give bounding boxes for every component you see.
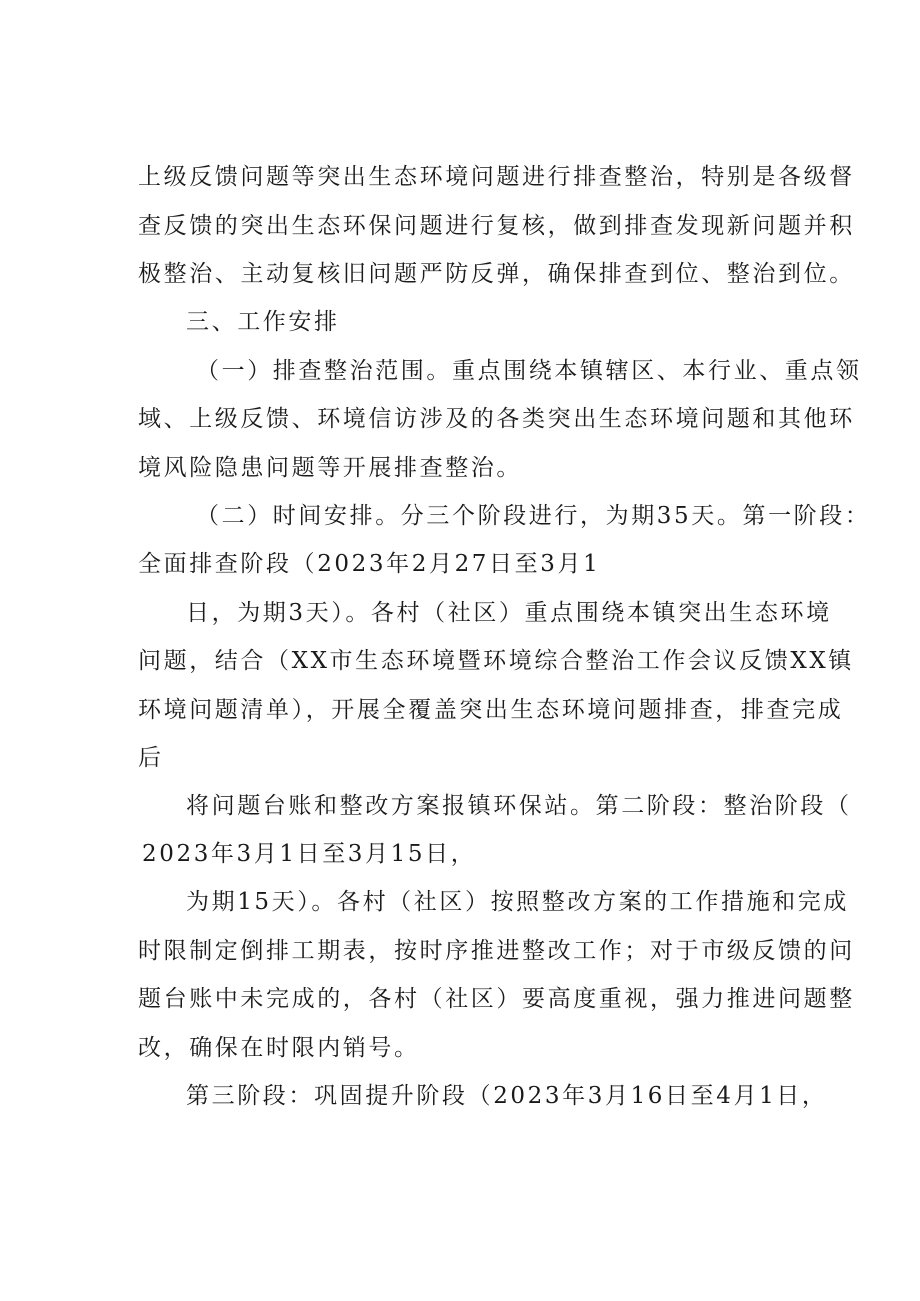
- text-line-15: 2023年3月1日至3月15日，: [142, 841, 477, 867]
- text-line-13: 后: [138, 745, 164, 771]
- text-line-11: 问题，结合（XX市生态环境暨环境综合整治工作会议反馈XX镇: [138, 648, 854, 674]
- text-line-5: （一）排查整治范围。重点围绕本镇辖区、本行业、重点领: [196, 358, 862, 384]
- text-line-20: 第三阶段：巩固提升阶段（2023年3月16日至4月1日，: [186, 1083, 828, 1109]
- text-line-18: 题台账中未完成的，各村（社区）要高度重视，强力推进问题整: [138, 986, 855, 1012]
- text-line-9: 全面排查阶段（2023年2月27日至3月1: [138, 551, 601, 577]
- text-line-14: 将问题台账和整改方案报镇环保站。第二阶段：整治阶段（: [186, 793, 852, 819]
- text-line-12: 环境问题清单），开展全覆盖突出生态环境问题排查，排查完成: [138, 697, 844, 723]
- text-line-2: 查反馈的突出生态环保问题进行复核，做到排查发现新问题并积: [138, 213, 855, 239]
- text-line-7: 境风险隐患问题等开展排查整治。: [138, 455, 522, 481]
- text-line-6: 域、上级反馈、环境信访涉及的各类突出生态环境问题和其他环: [138, 406, 855, 432]
- section-heading-3: 三、工作安排: [186, 309, 340, 335]
- text-line-10: 日，为期3天）。各村（社区）重点围绕本镇突出生态环境: [186, 600, 832, 626]
- text-line-1: 上级反馈问题等突出生态环境问题进行排查整治，特别是各级督: [138, 164, 855, 190]
- text-line-17: 时限制定倒排工期表，按时序推进整改工作；对于市级反馈的问: [138, 938, 855, 964]
- text-line-16: 为期15天）。各村（社区）按照整改方案的工作措施和完成: [186, 889, 849, 915]
- text-line-3: 极整治、主动复核旧问题严防反弹，确保排查到位、整治到位。: [138, 261, 855, 287]
- text-line-8: （二）时间安排。分三个阶段进行，为期35天。第一阶段：: [196, 503, 871, 529]
- text-line-19: 改，确保在时限内销号。: [138, 1035, 420, 1061]
